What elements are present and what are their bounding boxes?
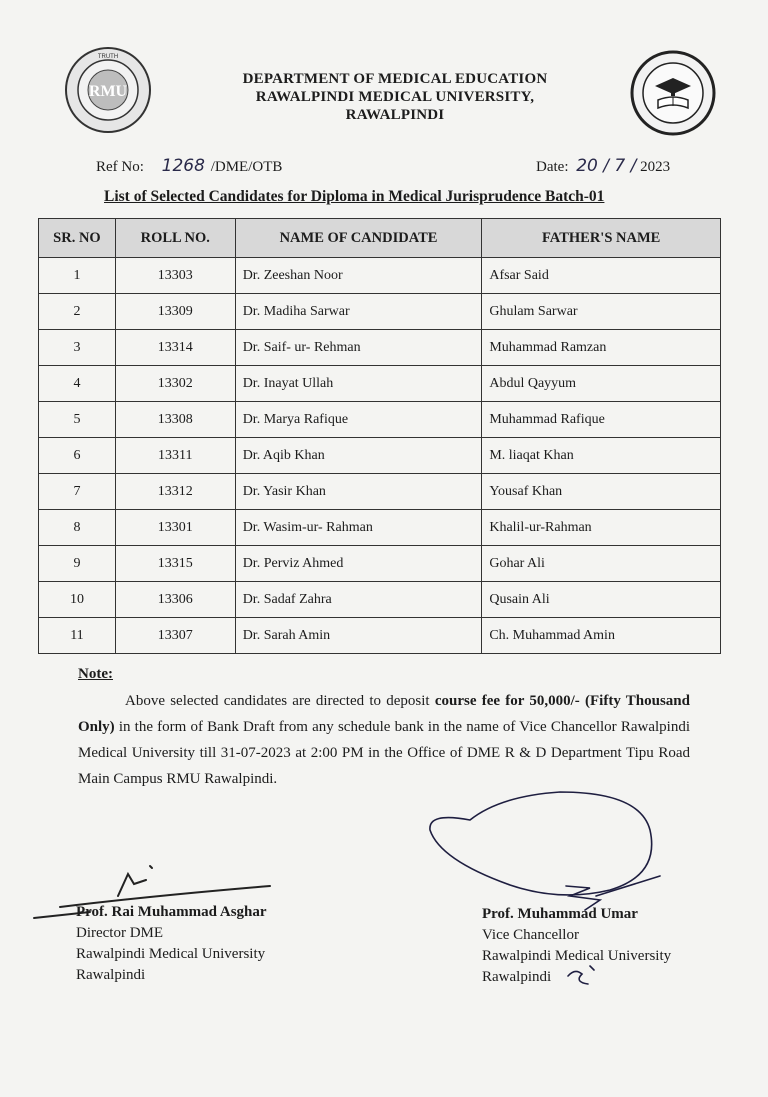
note-label: Note:	[78, 666, 113, 682]
cell-father: Gohar Ali	[482, 546, 721, 582]
cell-roll: 13315	[115, 546, 235, 582]
table-row	[39, 510, 721, 546]
cell-roll: 13311	[115, 438, 235, 474]
cell-father: Qusain Ali	[482, 582, 721, 618]
signatory-right-title: Vice Chancellor	[482, 927, 579, 943]
signatory-left-name: Prof. Rai Muhammad Asghar	[76, 904, 267, 920]
table-row	[39, 366, 721, 402]
table-row	[39, 402, 721, 438]
cell-name: Dr. Madiha Sarwar	[235, 294, 482, 330]
table-header-row	[39, 219, 721, 258]
cell-roll: 13301	[115, 510, 235, 546]
cell-father: Yousaf Khan	[482, 474, 721, 510]
signatory-left-org: Rawalpindi Medical University	[76, 946, 266, 962]
cell-father: Ch. Muhammad Amin	[482, 618, 721, 654]
table-row	[39, 474, 721, 510]
cell-roll: 13307	[115, 618, 235, 654]
table-row	[39, 618, 721, 654]
note-fee-amount: course fee for 50,000/- (Fifty Thousand Only)	[78, 693, 690, 735]
cell-name: Dr. Yasir Khan	[235, 474, 482, 510]
cell-roll: 13314	[115, 330, 235, 366]
cell-sr: 7	[39, 474, 116, 510]
cell-roll: 13303	[115, 258, 235, 294]
cell-name: Dr. Sadaf Zahra	[235, 582, 482, 618]
cell-roll: 13308	[115, 402, 235, 438]
cell-sr: 10	[39, 582, 116, 618]
cell-name: Dr. Perviz Ahmed	[235, 546, 482, 582]
cell-sr: 11	[39, 618, 116, 654]
header-university: RAWALPINDI MEDICAL UNIVERSITY,	[255, 89, 535, 105]
date-label: Date:	[536, 159, 569, 175]
col-header-name: NAME OF CANDIDATE	[235, 219, 482, 258]
date-handwritten: 20 / 7 /	[576, 156, 637, 176]
list-title: List of Selected Candidates for Diploma in Medical Jurisprudence Batch-01	[104, 188, 605, 205]
signatory-right	[482, 904, 671, 988]
cell-father: M. liaqat Khan	[482, 438, 721, 474]
note-text-2: in the form of Bank Draft from any schedule bank in the name of Vice Chancellor Rawalpindi Medical University till 31-07-2023 at 2:00 PM in the Office of DME R & D Department Tipu Road Main Campus RMU Rawalpindi.	[78, 719, 690, 787]
cell-name: Dr. Saif- ur- Rehman	[235, 330, 482, 366]
cell-name: Dr. Marya Rafique	[235, 402, 482, 438]
svg-text:TRUTH: TRUTH	[97, 54, 119, 60]
note-text-1: Above selected candidates are directed to deposit	[125, 693, 435, 709]
ref-suffix: /DME/OTB	[210, 159, 283, 175]
cell-name: Dr. Inayat Ullah	[235, 366, 482, 402]
cell-roll: 13309	[115, 294, 235, 330]
cell-father: Abdul Qayyum	[482, 366, 721, 402]
col-header-father: FATHER'S NAME	[482, 219, 721, 258]
table-row	[39, 330, 721, 366]
cell-sr: 2	[39, 294, 116, 330]
cell-father: Khalil-ur-Rahman	[482, 510, 721, 546]
signatory-right-name: Prof. Muhammad Umar	[482, 906, 638, 922]
cell-roll: 13312	[115, 474, 235, 510]
cell-name: Dr. Aqib Khan	[235, 438, 482, 474]
cell-sr: 6	[39, 438, 116, 474]
svg-text:RMU: RMU	[88, 83, 128, 100]
signatory-left	[76, 902, 267, 986]
header-department: DEPARTMENT OF MEDICAL EDUCATION	[242, 71, 548, 87]
col-header-roll: ROLL NO.	[115, 219, 235, 258]
table-row	[39, 582, 721, 618]
signatory-left-title: Director DME	[76, 925, 164, 941]
cell-father: Ghulam Sarwar	[482, 294, 721, 330]
cell-father: Muhammad Ramzan	[482, 330, 721, 366]
col-header-sr: SR. NO	[39, 219, 116, 258]
cell-sr: 4	[39, 366, 116, 402]
note-body	[78, 688, 690, 792]
cell-roll: 13302	[115, 366, 235, 402]
cell-father: Afsar Said	[482, 258, 721, 294]
issue-date	[536, 156, 670, 176]
cell-name: Dr. Wasim-ur- Rahman	[235, 510, 482, 546]
date-year: 2023	[640, 159, 671, 175]
ref-handwritten-number: 1268	[161, 156, 205, 176]
signatory-right-org: Rawalpindi Medical University	[482, 948, 672, 964]
table-row	[39, 258, 721, 294]
dme-seal-logo	[630, 50, 716, 136]
cell-sr: 1	[39, 258, 116, 294]
table-row	[39, 546, 721, 582]
rmu-seal-logo	[64, 46, 152, 134]
table-row	[39, 438, 721, 474]
table-row	[39, 294, 721, 330]
cell-sr: 8	[39, 510, 116, 546]
header-city: RAWALPINDI	[345, 107, 445, 123]
cell-sr: 3	[39, 330, 116, 366]
cell-father: Muhammad Rafique	[482, 402, 721, 438]
cell-name: Dr. Sarah Amin	[235, 618, 482, 654]
reference-number	[96, 156, 282, 176]
cell-sr: 5	[39, 402, 116, 438]
cell-name: Dr. Zeeshan Noor	[235, 258, 482, 294]
cell-roll: 13306	[115, 582, 235, 618]
signatory-left-city: Rawalpindi	[76, 967, 146, 983]
signatory-right-city: Rawalpindi	[482, 969, 552, 985]
institution-header	[190, 70, 600, 124]
ref-label: Ref No:	[96, 159, 144, 175]
cell-sr: 9	[39, 546, 116, 582]
candidates-table	[38, 218, 721, 654]
